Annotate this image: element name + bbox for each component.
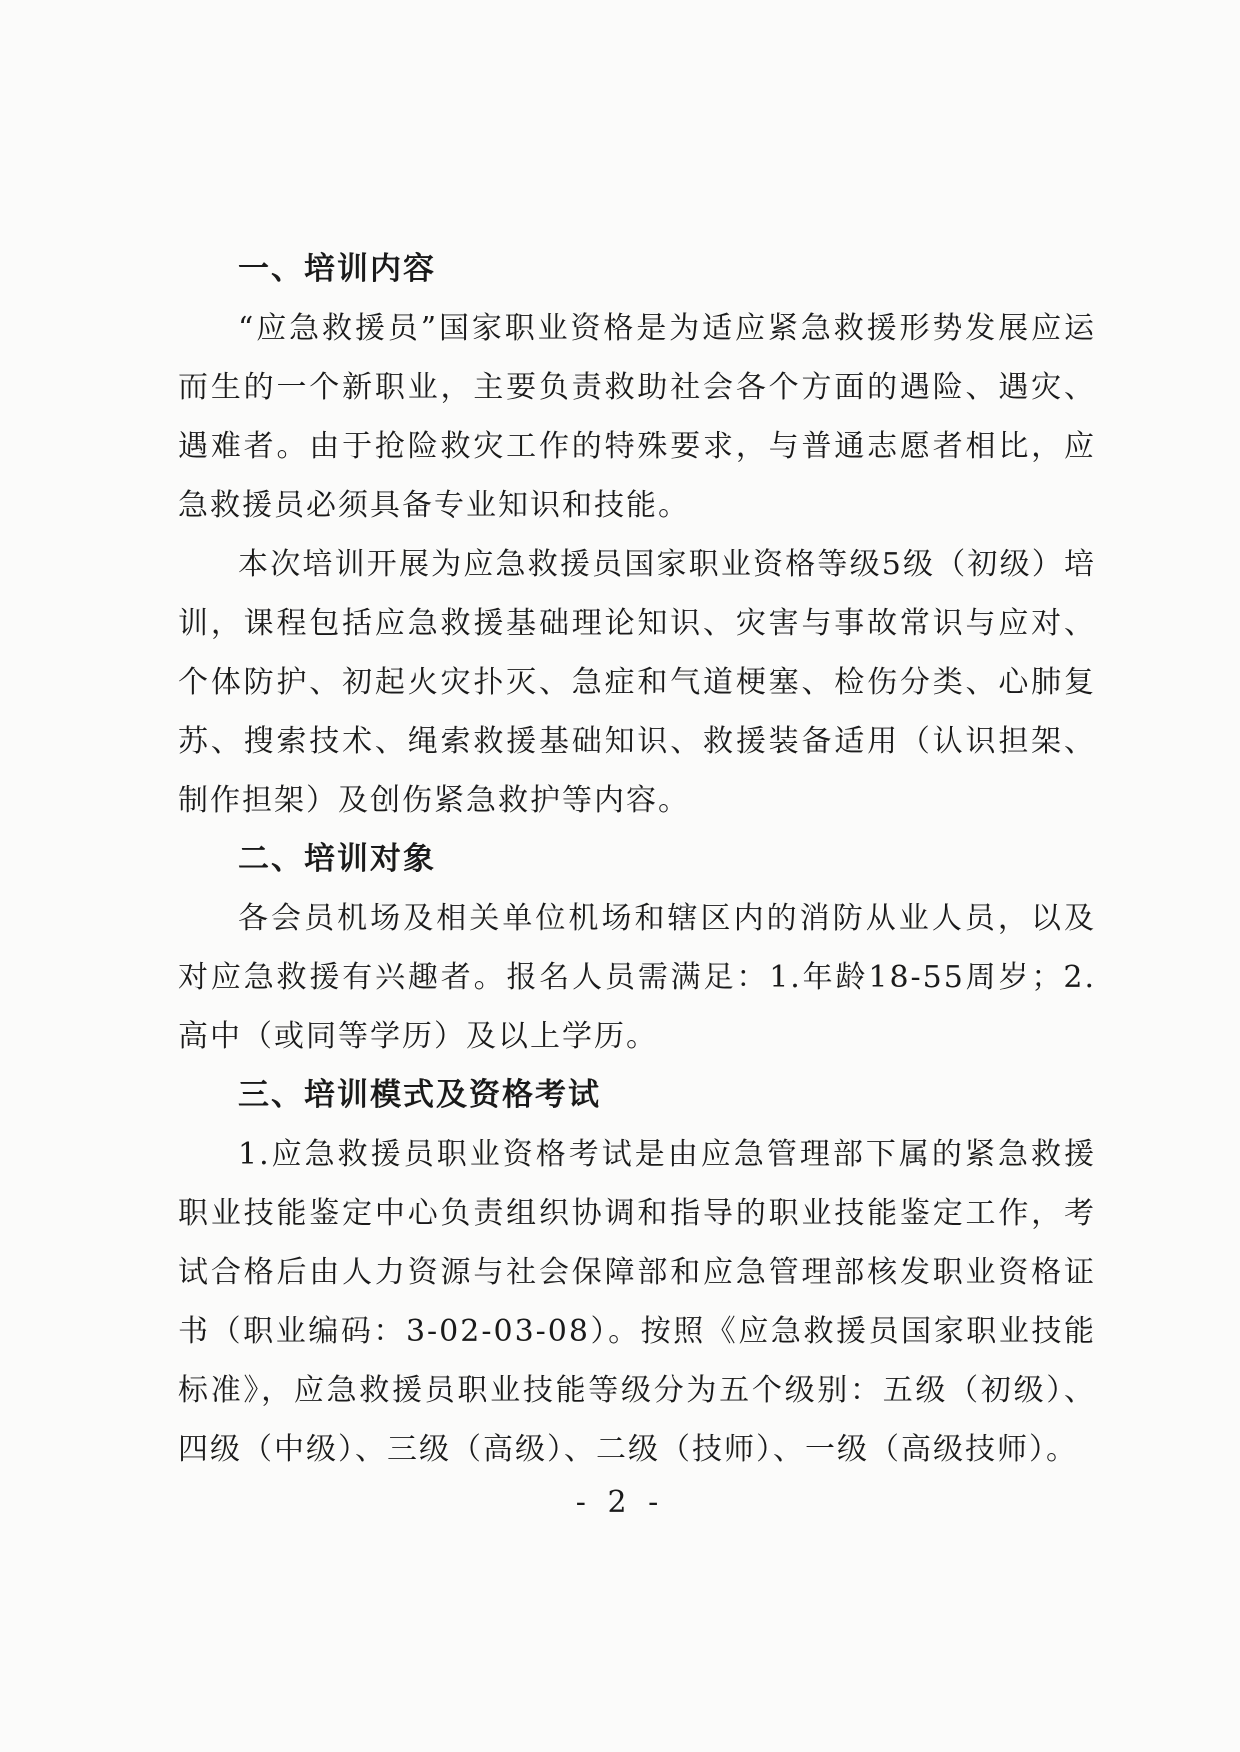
- paragraph-target-requirements: 各会员机场及相关单位机场和辖区内的消防从业人员，以及对应急救援有兴趣者。报名人员需满足：1.年龄18-55周岁；2.高中（或同等学历）及以上学历。: [178, 901, 1096, 1054]
- paragraph-course-content: 本次培训开展为应急救援员国家职业资格等级5级（初级）培训，课程包括应急救援基础理论知识、灾害与事故常识与应对、个体防护、初起火灾扑灭、急症和气道梗塞、检伤分类、心肺复苏、搜索技术、绳索救援基础知识、救援装备适用（认识担架、制作担架）及创伤紧急救护等内容。: [178, 547, 1096, 818]
- section-heading-training-target: 二、培训对象: [238, 841, 436, 877]
- document-body: [178, 240, 1096, 1479]
- paragraph-qualification-exam: 1.应急救援员职业资格考试是由应急管理部下属的紧急救援职业技能鉴定中心负责组织协调和指导的职业技能鉴定工作，考试合格后由人力资源与社会保障部和应急管理部核发职业资格证书（职业编码：3-02-03-08）。按照《应急救援员国家职业技能标准》，应急救援员职业技能等级分为五个级别：五级（初级）、四级（中级）、三级（高级）、二级（技师）、一级（高级技师）。: [178, 1137, 1096, 1467]
- page-number: - 2 -: [575, 1485, 665, 1520]
- section-heading-training-content: 一、培训内容: [238, 251, 436, 287]
- section-heading-training-mode-exam: 三、培训模式及资格考试: [238, 1077, 601, 1113]
- paragraph-emergency-rescuer-intro: “应急救援员”国家职业资格是为适应紧急救援形势发展应运而生的一个新职业，主要负责救助社会各个方面的遇险、遇灾、遇难者。由于抢险救灾工作的特殊要求，与普通志愿者相比，应急救援员必须具备专业知识和技能。: [178, 311, 1096, 523]
